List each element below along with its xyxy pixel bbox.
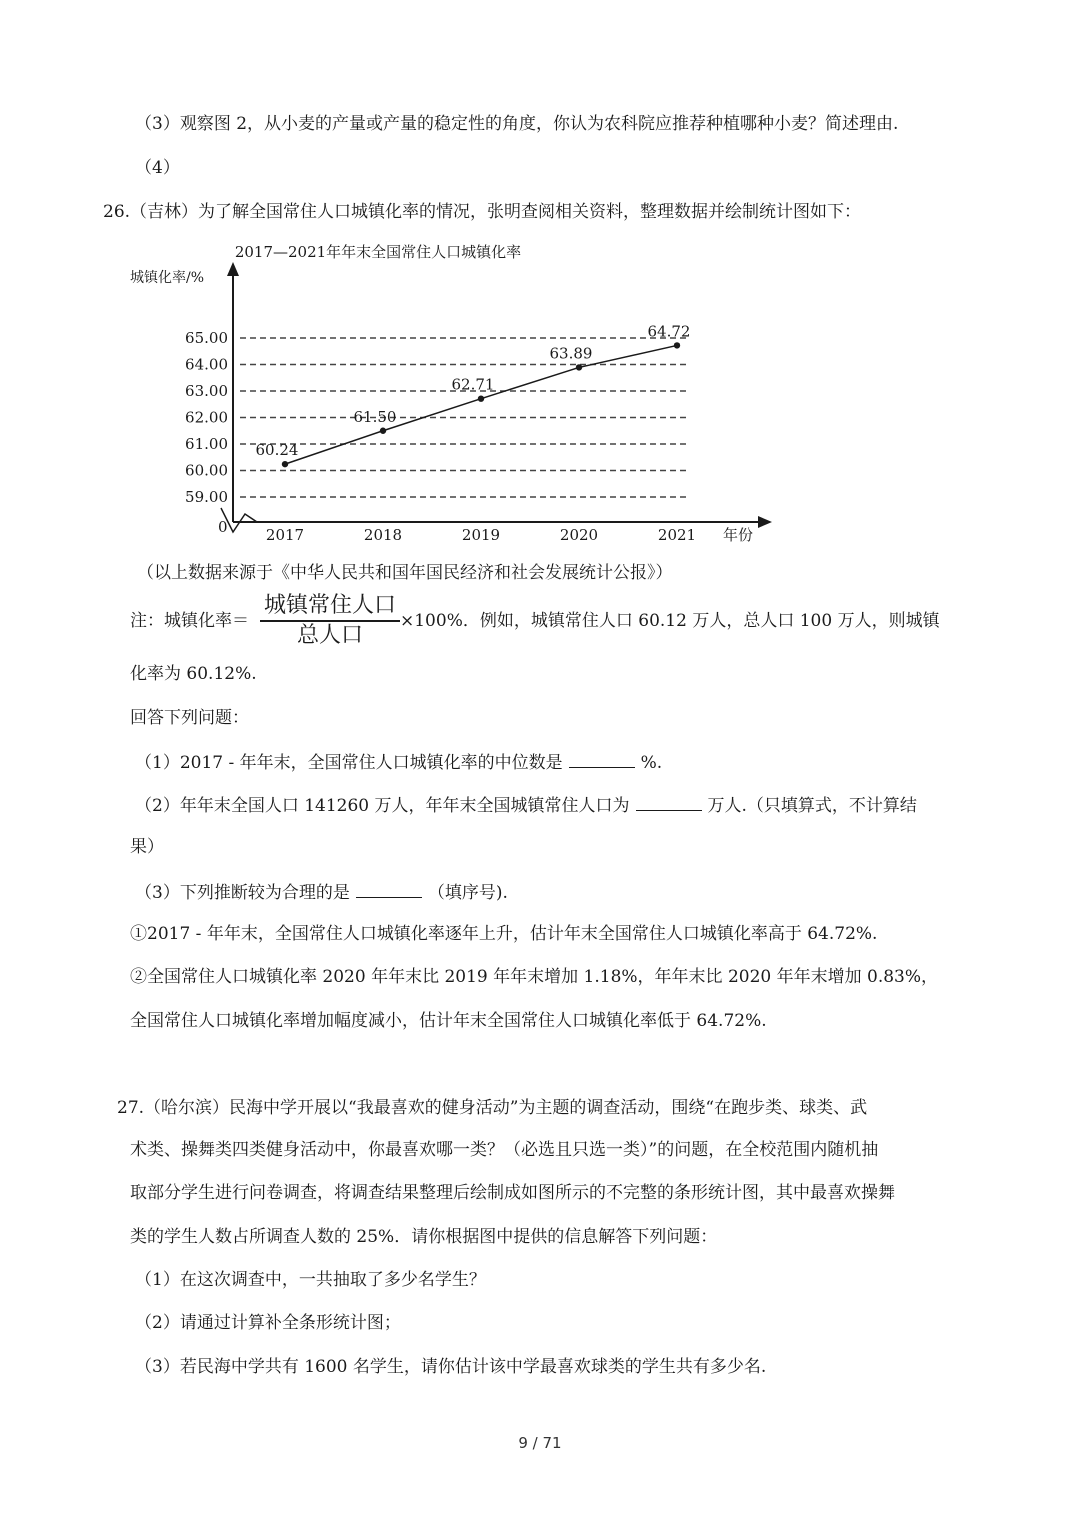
q26-intro: 26.（吉林）为了解全国常住人口城镇化率的情况，张明查阅相关资料，整理数据并绘制统计图如下： xyxy=(103,202,862,222)
chart-y-tick-label: 65.00 xyxy=(185,329,228,347)
q26-part2-blank[interactable] xyxy=(636,792,702,811)
chart-y-tick-label: 62.00 xyxy=(185,408,228,427)
urbanization-formula xyxy=(260,592,400,650)
q25-part4: （4） xyxy=(135,158,180,178)
chart-data-label: 62.71 xyxy=(451,375,495,394)
option-2-line1: ②全国常住人口城镇化率 2020 年年末比 2019 年年末增加 1.18%，年年末比 2020 年年末增加 0.83%， xyxy=(130,967,939,987)
chart-data-label: 60.24 xyxy=(255,441,299,460)
q27-line2: 术类、操舞类四类健身活动中，你最喜欢哪一类？（必选且只选一类）”的问题，在全校范围内随机抽 xyxy=(130,1140,879,1160)
option-1: ①2017 - 年年末，全国常住人口城镇化率逐年上升，估计年末全国常住人口城镇化率高于 64.72%. xyxy=(130,924,878,944)
q26-part1-unit: %. xyxy=(640,753,663,773)
q26-part1-text: （1）2017 - 年年末，全国常住人口城镇化率的中位数是 xyxy=(135,753,563,773)
chart-data-label: 63.89 xyxy=(549,344,593,363)
q26-part2 xyxy=(135,792,917,818)
chart-series-line xyxy=(285,345,677,464)
note-suffix: ×100%．例如，城镇常住人口 60.12 万人，总人口 100 万人，则城镇 xyxy=(400,611,940,631)
urbanization-line-chart xyxy=(120,232,800,562)
q27-line4: 类的学生人数占所调查人数的 25%．请你根据图中提供的信息解答下列问题： xyxy=(130,1227,718,1247)
chart-x-tick-label: 2021 xyxy=(657,526,697,544)
note-prefix: 注：城镇化率＝ xyxy=(130,611,249,631)
answer-prompt: 回答下列问题： xyxy=(130,708,249,728)
chart-y-tick-label: 59.00 xyxy=(185,488,228,506)
q26-part2-continuation: 果） xyxy=(130,837,164,857)
chart-data-point xyxy=(674,342,680,348)
q26-part3-tail: （填序号). xyxy=(427,883,508,903)
chart-data-point xyxy=(478,395,484,401)
note-continuation: 化率为 60.12%. xyxy=(130,664,257,684)
chart-y-axis-label: 城镇化率/% xyxy=(130,270,205,286)
chart-data-point xyxy=(576,364,582,370)
chart-data-label: 61.50 xyxy=(353,407,397,426)
q27-line3: 取部分学生进行问卷调查，将调查结果整理后绘制成如图所示的不完整的条形统计图，其中最喜欢操舞 xyxy=(130,1183,895,1203)
chart-origin-label: 0 xyxy=(218,518,228,536)
page-number: 9 / 71 xyxy=(518,1434,562,1452)
q26-part1-blank[interactable] xyxy=(569,749,635,768)
q26-part2-text: （2）年年末全国人口 141260 万人，年年末全国城镇常住人口为 xyxy=(135,796,630,816)
q27-part3: （3）若民海中学共有 1600 名学生，请你估计该中学最喜欢球类的学生共有多少名. xyxy=(135,1357,767,1377)
chart-y-tick-label: 61.00 xyxy=(185,435,228,453)
q26-part3-text: （3）下列推断较为合理的是 xyxy=(135,883,350,903)
chart-y-axis-arrow xyxy=(227,262,239,276)
formula-denominator: 总人口 xyxy=(297,623,364,648)
q26-part1 xyxy=(135,749,662,775)
chart-data-point xyxy=(282,461,288,467)
data-source-note: （以上数据来源于《中华人民共和国年国民经济和社会发展统计公报》） xyxy=(137,563,673,583)
q27-line1: 27.（哈尔滨）民海中学开展以“我最喜欢的健身活动”为主题的调查活动，围绕“在跑步类、球类、武 xyxy=(117,1098,868,1118)
chart-x-axis-label: 年份 xyxy=(723,526,754,544)
option-2-line2: 全国常住人口城镇化率增加幅度减小，估计年末全国常住人口城镇化率低于 64.72%. xyxy=(130,1011,767,1031)
chart-x-axis-arrow xyxy=(758,516,772,528)
chart-data-label: 64.72 xyxy=(647,322,691,341)
chart-data-point xyxy=(380,428,386,434)
chart-x-tick-label: 2018 xyxy=(363,526,403,544)
q26-part2-tail: 万人.（只填算式，不计算结 xyxy=(707,796,917,816)
q25-part3: （3）观察图 2，从小麦的产量或产量的稳定性的角度，你认为农科院应推荐种植哪种小麦？简述理由. xyxy=(135,114,899,134)
chart-y-tick-label: 63.00 xyxy=(185,382,228,400)
chart-y-tick-label: 64.00 xyxy=(185,355,228,374)
chart-title: 2017—2021年年末全国常住人口城镇化率 xyxy=(234,243,522,261)
chart-x-tick-label: 2020 xyxy=(559,526,599,544)
q27-part1: （1）在这次调查中，一共抽取了多少名学生？ xyxy=(135,1270,486,1290)
chart-y-tick-label: 60.00 xyxy=(185,461,228,480)
q26-part3 xyxy=(135,879,508,905)
chart-x-tick-label: 2019 xyxy=(461,526,501,544)
chart-x-tick-label: 2017 xyxy=(265,526,305,544)
q27-part2: （2）请通过计算补全条形统计图； xyxy=(135,1313,401,1333)
formula-numerator: 城镇常住人口 xyxy=(264,593,397,618)
q26-part3-blank[interactable] xyxy=(356,879,422,898)
